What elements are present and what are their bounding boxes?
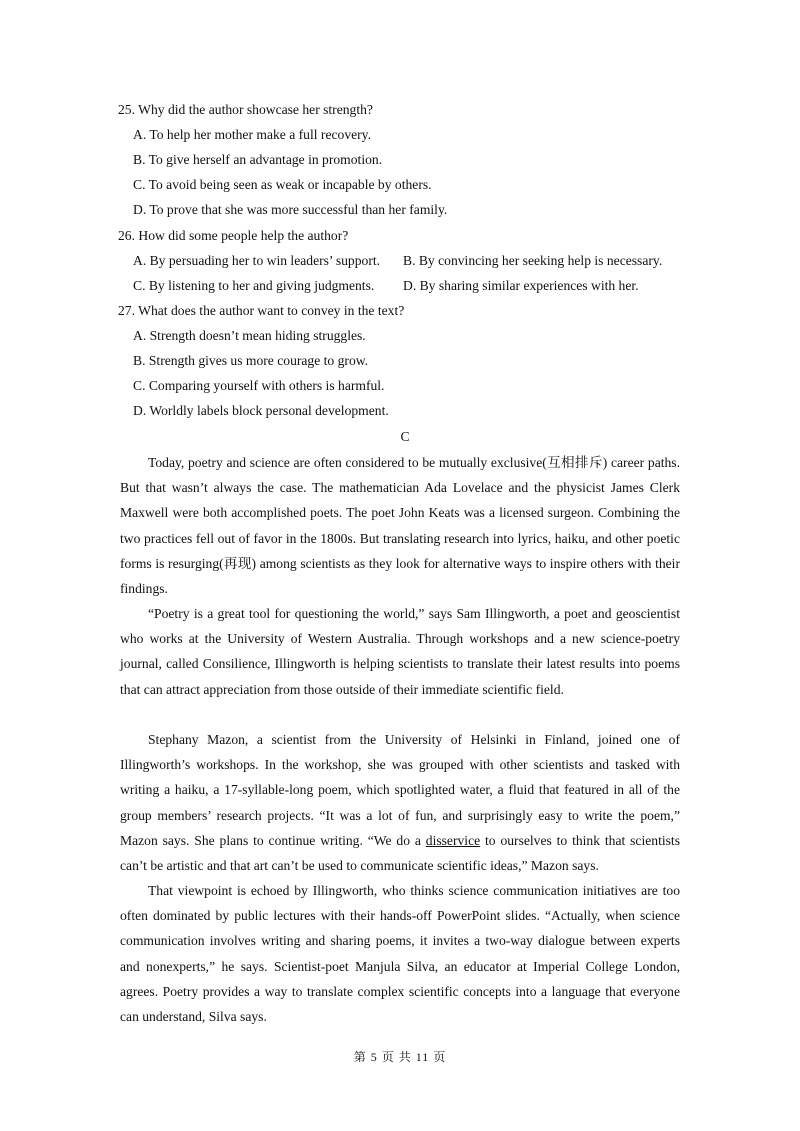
question-25-option-d: D. To prove that she was more successful than her family.	[133, 202, 448, 217]
question-27-stem: 27. What does the author want to convey in the text?	[118, 303, 405, 318]
question-26-option-a: A. By persuading her to win leaders’ support.	[133, 253, 381, 268]
question-27-option-c: C. Comparing yourself with others is harmful.	[133, 378, 385, 393]
question-26-option-d: D. By sharing similar experiences with her.	[403, 278, 639, 293]
question-25-option-a: A. To help her mother make a full recovery.	[133, 127, 371, 142]
question-27-option-b: B. Strength gives us more courage to grow.	[133, 353, 369, 368]
underlined-word: disservice	[425, 832, 481, 848]
paragraph-3-text-end: to ourselves to think that scientists can’t be artistic and that art can’t be used to communicate scientific ideas,” Mazon says.	[120, 832, 680, 874]
paragraph-3-text-start: Stephany Mazon, a scientist from the University of Helsinki in Finland, joined one of Illingworth’s workshops. In the workshop, she was grouped with other scientists and tasked with writing a haiku, a 17-syllable-long poem, which spotlighted water, a fluid that featured in all of the group members’ research projects. “It was a lot of fun, and surprisingly easy to write the poem,” Mazon says. She plans to continue writing. “We do a	[120, 732, 680, 848]
question-27-option-a: A. Strength doesn’t mean hiding struggles.	[133, 328, 366, 343]
question-25-option-c: C. To avoid being seen as weak or incapable by others.	[133, 177, 432, 192]
question-26-option-b: B. By convincing her seeking help is necessary.	[403, 253, 663, 268]
passage-paragraph-4: That viewpoint is echoed by Illingworth, who thinks science communication initiatives are too often dominated by public lectures with their hands-off PowerPoint slides. “Actually, when science communication involves writing and sharing poems, it invites a two-way dialogue between experts and nonexperts,” he says. Scientist-poet Manjula Silva, an educator at Imperial College London, agrees. Poetry provides a way to translate complex scientific concepts into a language that everyone can understand, Silva says.	[120, 883, 680, 1025]
page-number-footer: 第 5 页 共 11 页	[353, 1050, 447, 1064]
section-label: C	[400, 429, 410, 444]
passage-paragraph-1: Today, poetry and science are often considered to be mutually exclusive(互相排斥) career paths. But that wasn’t always the case. The mathematician Ada Lovelace and the physicist James Clerk Maxwell were both accomplished poets. The poet John Keats was a licensed surgeon. Combining the two practices fell out of favor in the 1800s. But translating research into lyrics, haiku, and other poetic forms is resurging(再现) among scientists as they look for alternative ways to inspire others with their findings.	[120, 455, 680, 597]
question-26-option-c: C. By listening to her and giving judgments.	[133, 278, 375, 293]
passage-paragraph-2: “Poetry is a great tool for questioning the world,” says Sam Illingworth, a poet and geoscientist who works at the University of Western Australia. Through workshops and a new science-poetry journal, called Consilience, Illingworth is helping scientists to translate their latest results into poems that can attract appreciation from those outside of their immediate scientific field.	[120, 606, 680, 697]
question-25-option-b: B. To give herself an advantage in promotion.	[133, 152, 383, 167]
passage-paragraph-3	[120, 727, 680, 878]
question-27-option-d: D. Worldly labels block personal development.	[133, 403, 389, 418]
question-25-stem: 25. Why did the author showcase her strength?	[118, 102, 373, 117]
question-26-stem: 26. How did some people help the author?	[118, 228, 349, 243]
